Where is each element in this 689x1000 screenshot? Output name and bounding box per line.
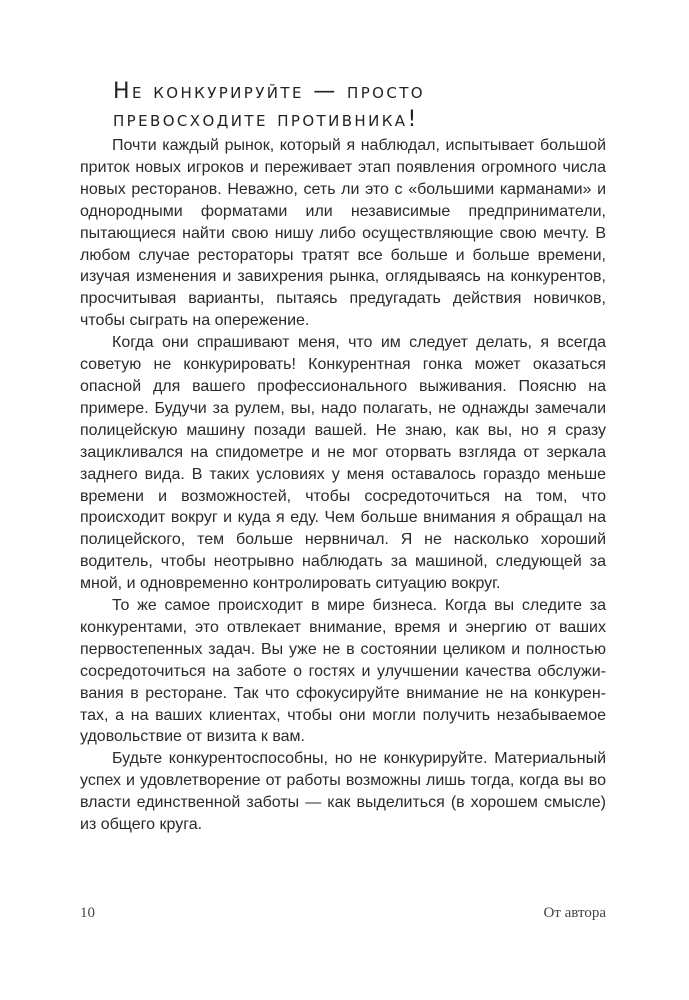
paragraph: Когда они спрашивают меня, что им следует делать, я всегда советую не конкурировать! Конкурентная гонка может оказаться опасной для вашего профессионального выживания. Поясню на примере. Будучи за рулем, вы, надо полагать, не однажды замечали полицейскую машину позади вашей. Не знаю, как вы, но я сразу зацикливался на спидометре и не мог оторвать взгляда от зеркала заднего вида. В таких условиях у меня оставалось гораздо меньше времени и возможностей, чтобы сосредоточиться на том, что происходит вокруг и куда я еду. Чем больше внимания я обращал на полицейского, тем больше нервничал. Я не насколько хороший водитель, чтобы неотрывно наблюдать за машиной, следующей за мной, и одновременно контролировать ситуацию вокруг. [80,334,606,593]
heading-line-1: Не конкурируйте — просто [113,79,426,104]
paragraph: То же самое происходит в мире бизнеса. Когда вы следите за конкурентами, это отвлекает внимание, время и энергию от ваших первостепенных задач. Вы уже не в состоянии целиком и полностью сосредоточиться на заботе о гостях и улучшении качества обслуживания в ресторане. Так что сфокусируйте внимание не на конкурентах, а на ваших клиентах, чтобы они могли получить незабываемое удовольствие от визита к вам. [80,597,606,746]
running-footer-section: От автора [543,905,606,921]
heading-line-2: превосходите противника! [113,107,419,132]
paragraph: Почти каждый рынок, который я наблюдал, испытывает большой приток новых игроков и переживает этап появления огромного числа новых ресторанов. Неважно, сеть ли это с «большими карманами» и однородными форматами или независимые предприниматели, пытающиеся найти свою нишу либо осуществляющие свою мечту. В любом случае рестораторы тратят все больше и больше времени, изучая изменения и завихрения рынка, оглядываясь на конкурентов, просчитывая варианты, пытаясь предугадать действия новичков, чтобы сыграть на опережение. [80,137,606,330]
section-heading [113,78,593,134]
body-text [80,135,606,836]
page-number: 10 [80,905,95,921]
paragraph: Будьте конкурентоспособны, но не конкурируйте. Материальный успех и удовлетворение от работы возможны лишь тогда, когда вы во власти единственной заботы — как выделиться (в хорошем смысле) из общего круга. [80,750,606,834]
